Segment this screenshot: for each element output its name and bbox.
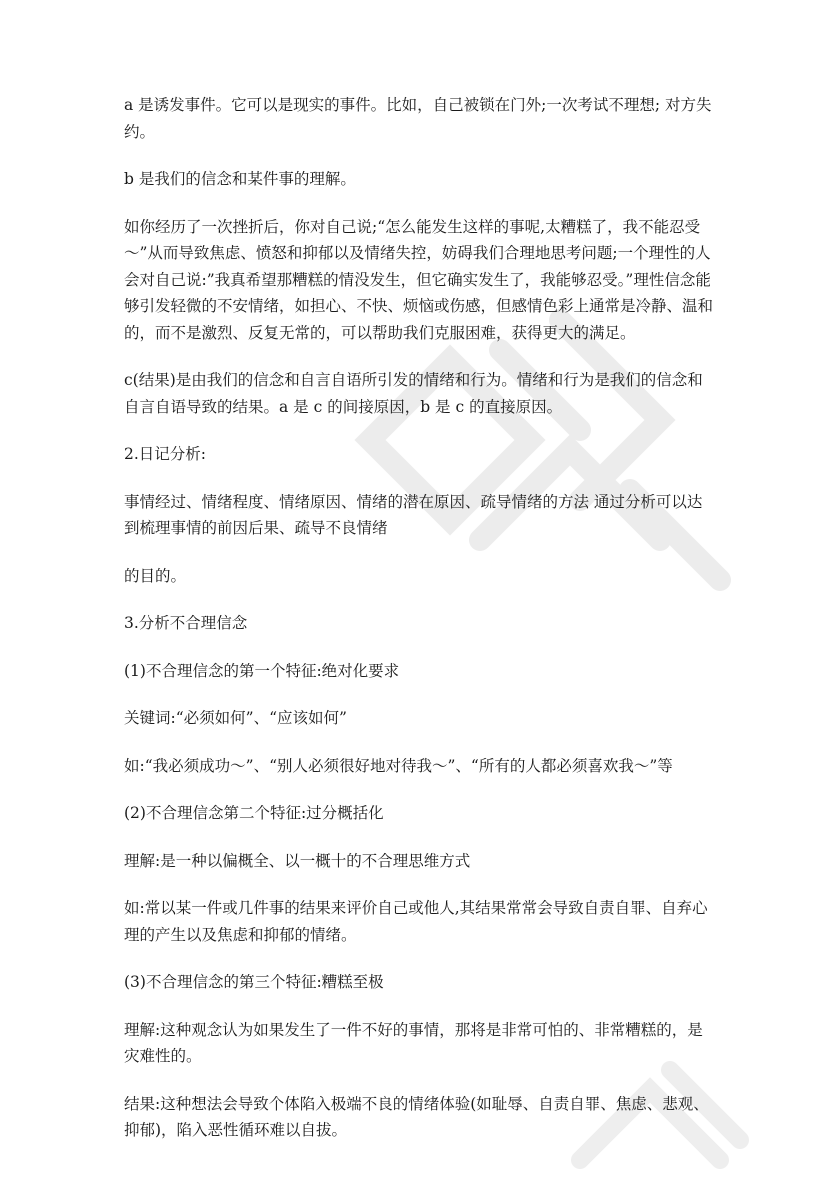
- section-heading-diary-analysis: 2.日记分析:: [124, 445, 207, 463]
- paragraph-trigger-event: a 是诱发事件。它可以是现实的事件。比如，自己被锁在门外;一次考试不理想; 对方失约。: [124, 96, 712, 141]
- paragraph-feature-2-understanding: 理解:是一种以偏概全、以一概十的不合理思维方式: [124, 851, 471, 870]
- paragraph-feature-3-understanding: 理解:这种观念认为如果发生了一件不好的事情，那将是非常可怕的、非常糟糕的，是灾难性的。: [124, 1020, 703, 1065]
- section-heading-irrational-beliefs: 3.分析不合理信念: [124, 614, 248, 632]
- subheading-feature-1: (1)不合理信念的第一个特征:绝对化要求: [124, 661, 400, 680]
- paragraph-feature-2-example: 如:常以某一件或几件事的结果来评价自己或他人,其结果常常会导致自责自罪、自弃心理的产生以及焦虑和抑郁的情绪。: [124, 899, 708, 944]
- paragraph-consequence: c(结果)是由我们的信念和自言自语所引发的情绪和行为。情绪和行为是我们的信念和自言自语导致的结果。a 是 c 的间接原因，b 是 c 的直接原因。: [124, 371, 703, 416]
- paragraph-setback-example: 如你经历了一次挫折后，你对自己说;“怎么能发生这样的事呢,太糟糕了，我不能忍受～”从而导致焦虑、愤怒和抑郁以及情绪失控，妨碍我们合理地思考问题;一个理性的人会对自己说:”我真希望那糟糕的情没发生，但它确实发生了，我能够忍受。”理性信念能够引发轻微的不安情绪，如担心、不快、烦恼或伤感，但感情色彩上通常是冷静、温和的，而不是激烈、反复无常的，可以帮助我们克服困难，获得更大的满足。: [124, 217, 714, 342]
- paragraph-diary-purpose: 的目的。: [124, 566, 187, 585]
- paragraph-diary-methods: 事情经过、情绪程度、情绪原因、情绪的潜在原因、疏导情绪的方法 通过分析可以达到梳理事情的前因后果、疏导不良情绪: [124, 492, 703, 537]
- paragraph-keywords: 关键词:“必须如何”、“应该如何”: [124, 709, 347, 727]
- paragraph-belief: b 是我们的信念和某件事的理解。: [124, 170, 356, 188]
- paragraph-feature-3-result: 结果:这种想法会导致个体陷入极端不良的情绪体验(如耻辱、自责自罪、焦虑、悲观、抑郁)，陷入恶性循环难以自拔。: [124, 1094, 709, 1139]
- subheading-feature-2: (2)不合理信念第二个特征:过分概括化: [124, 804, 384, 822]
- paragraph-feature-1-example: 如:“我必须成功～”、“别人必须很好地对待我～”、“所有的人都必须喜欢我～”等: [124, 756, 673, 775]
- document-body: [124, 92, 714, 1165]
- subheading-feature-3: (3)不合理信念的第三个特征:糟糕至极: [124, 973, 384, 991]
